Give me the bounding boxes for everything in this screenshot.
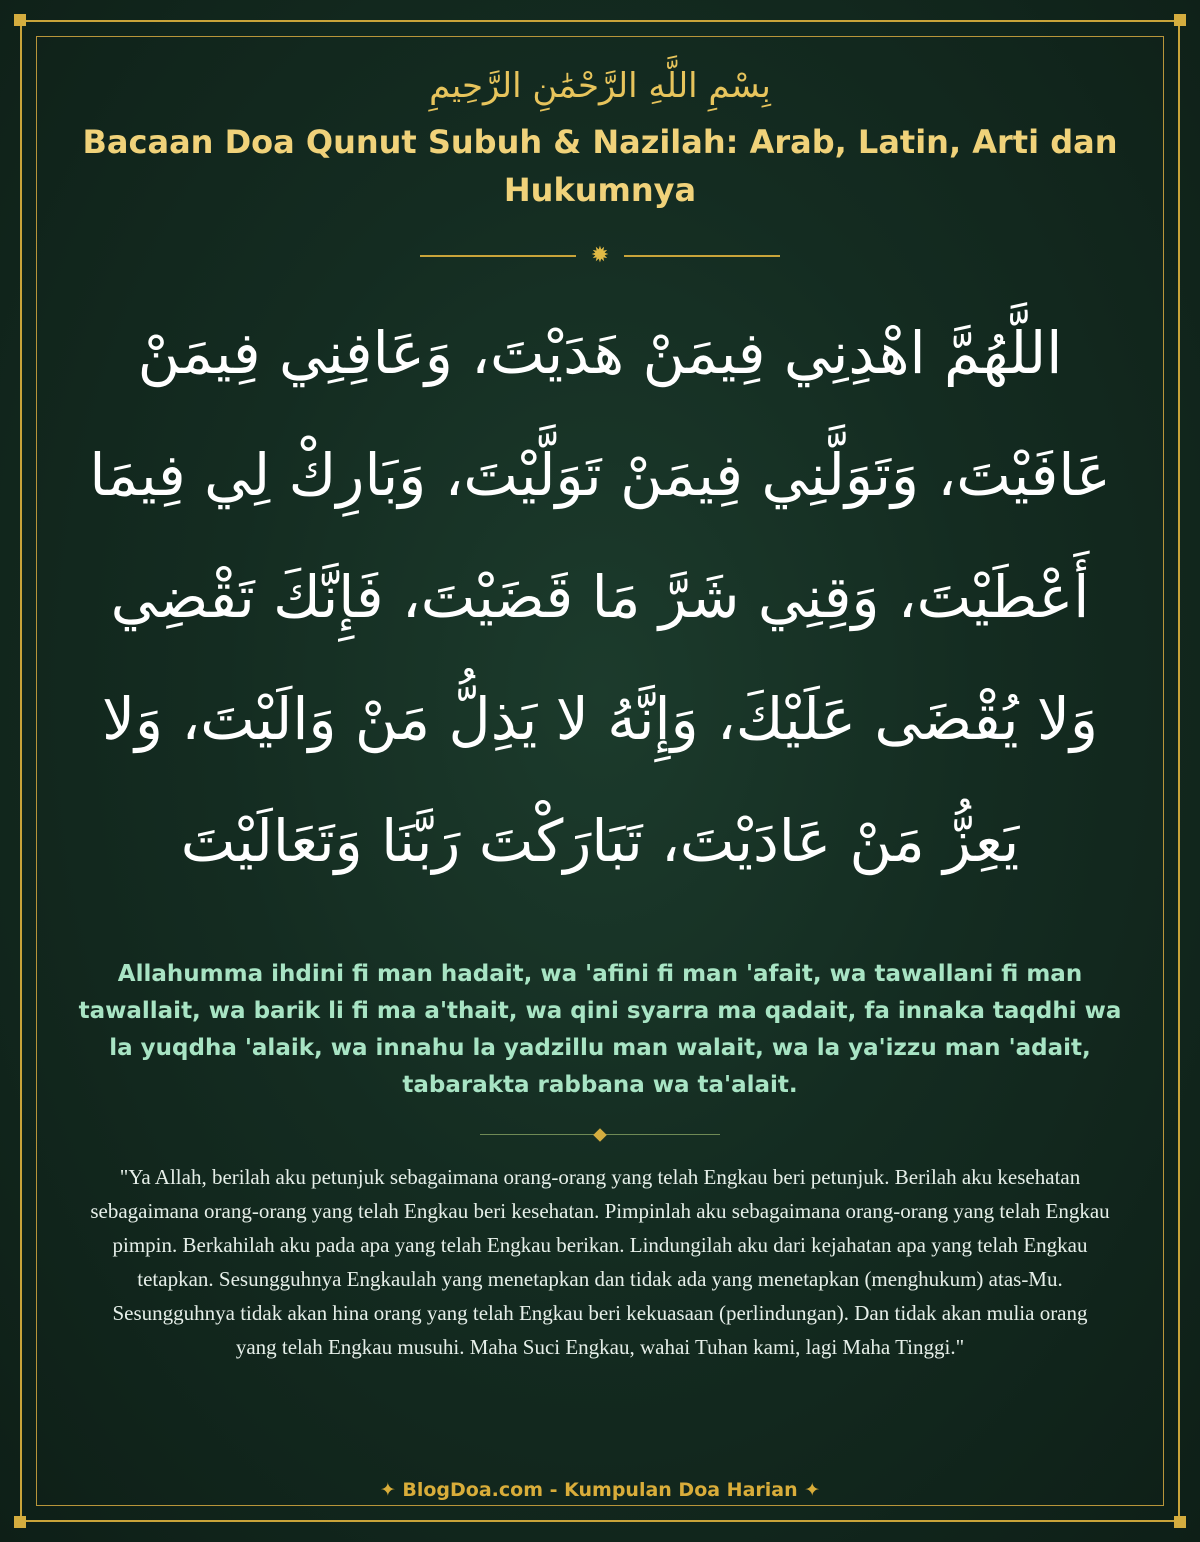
divider-line	[624, 255, 780, 257]
corner-ornament	[1174, 14, 1186, 26]
section-divider	[480, 1128, 720, 1142]
corner-ornament	[14, 1516, 26, 1528]
sparkle-icon: ✦	[804, 1479, 821, 1501]
corner-ornament	[1174, 1516, 1186, 1528]
page-title: Bacaan Doa Qunut Subuh & Nazilah: Arab, Latin, Arti dan Hukumnya	[82, 123, 1118, 209]
main-content	[60, 56, 1140, 1364]
basmalah: بِسْمِ اللَّهِ الرَّحْمَٰنِ الرَّحِيمِ	[429, 66, 771, 106]
diamond-ornament-icon	[593, 1128, 607, 1142]
ornament-divider	[420, 244, 780, 268]
divider-line	[420, 255, 576, 257]
sparkle-icon: ✦	[379, 1479, 396, 1501]
corner-ornament	[14, 14, 26, 26]
footer-credit	[0, 1476, 1200, 1504]
latin-transliteration: Allahumma ihdini fi man hadait, wa 'afini fi man 'afait, wa tawallani fi man tawallait, wa barik li fi ma a'thait, wa qini syarra ma qadait, fa innaka taqdhi wa la yuqdha 'alaik, wa innahu la yadzillu man walait, wa la ya'izzu man 'adait, tabarakta rabbana wa ta'alait.	[78, 961, 1122, 1098]
arabic-prayer-text: اللَّهُمَّ اهْدِنِي فِيمَنْ هَدَيْتَ، وَعَافِنِي فِيمَنْ عَافَيْتَ، وَتَوَلَّنِي فِيمَنْ تَوَلَّيْتَ، وَبَارِكْ لِي فِيمَا أَعْطَيْتَ، وَقِنِي شَرَّ مَا قَضَيْتَ، فَإِنَّكَ تَقْضِي وَلا يُقْضَى عَلَيْكَ، وَإِنَّهُ لا يَذِلُّ مَنْ وَالَيْتَ، وَلا يَعِزُّ مَنْ عَادَيْتَ، تَبَارَكْتَ رَبَّنَا وَتَعَالَيْتَ	[89, 319, 1111, 875]
footer-text: BlogDoa.com - Kumpulan Doa Harian	[402, 1479, 798, 1501]
translation-text: "Ya Allah, berilah aku petunjuk sebagaimana orang-orang yang telah Engkau beri petunjuk. Berilah aku kesehatan sebagaimana orang-orang yang telah Engkau beri kesehatan. Pimpinlah aku sebagaimana orang-orang yang telah Engkau pimpin. Berkahilah aku pada apa yang telah Engkau berikan. Lindungilah aku dari kejahatan apa yang telah Engkau tetapkan. Sesungguhnya Engkaulah yang menetapkan dan tidak ada yang menetapkan (menghukum) atas-Mu. Sesungguhnya tidak akan hina orang yang telah Engkau beri kekuasaan (perlindungan). Dan tidak akan mulia orang yang telah Engkau musuhi. Maha Suci Engkau, wahai Tuhan kami, lagi Maha Tinggi."	[90, 1165, 1110, 1359]
star-ornament-icon: ✹	[590, 243, 610, 268]
